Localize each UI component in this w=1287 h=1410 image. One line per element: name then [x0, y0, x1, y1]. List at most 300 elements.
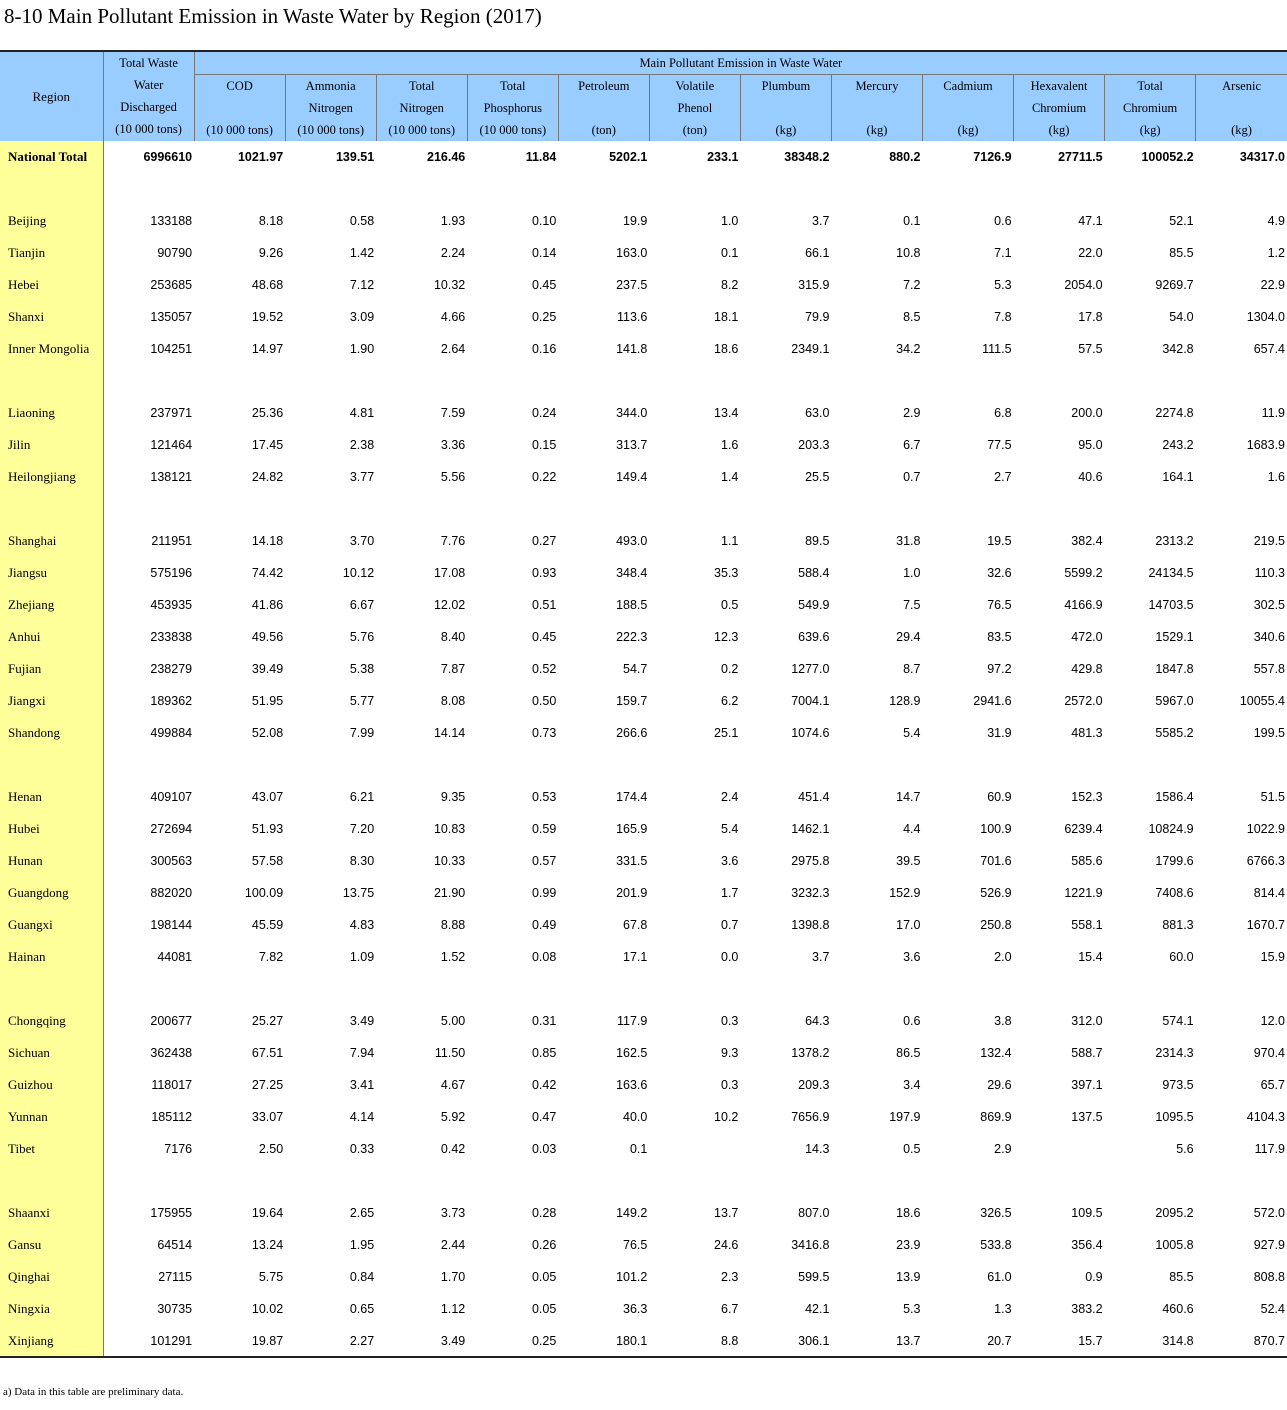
header-column-unit: (kg)	[957, 123, 979, 137]
table-row	[0, 429, 1287, 461]
table-cell: 807.0	[798, 1206, 830, 1220]
table-cell: 588.7	[1071, 1046, 1103, 1060]
spacer-cell	[831, 749, 922, 781]
table-cell: 7408.6	[1155, 886, 1194, 900]
spacer-cell	[1196, 493, 1287, 525]
table-cell: 60.9	[987, 790, 1012, 804]
region-name: Gansu	[0, 1229, 103, 1261]
table-cell: 152.9	[889, 886, 921, 900]
table-cell: 7.99	[349, 726, 375, 740]
table-cell: 5.4	[721, 822, 739, 836]
table-row	[0, 397, 1287, 429]
table-cell: 451.4	[798, 790, 830, 804]
table-cell: 3.49	[349, 1014, 375, 1028]
header-column-unit: (ton)	[682, 123, 708, 137]
table-cell: 7126.9	[973, 150, 1012, 164]
spacer-cell	[740, 493, 831, 525]
table-cell: 27115	[158, 1270, 193, 1284]
spacer-row	[0, 973, 1287, 1005]
table-cell: 13.7	[831, 1325, 922, 1357]
table-row	[0, 1101, 1287, 1133]
spacer-cell	[1196, 973, 1287, 1005]
table-cell: 5.56	[440, 470, 466, 484]
spacer-cell	[922, 973, 1013, 1005]
header-column-l1: Total	[500, 79, 526, 93]
table-cell: 18.6	[714, 342, 739, 356]
table-row	[0, 301, 1287, 333]
table-cell: 657.4	[1253, 342, 1285, 356]
header-column-l1: Total	[1137, 79, 1163, 93]
table-cell: 209.3	[798, 1078, 830, 1092]
table-cell: 65.7	[1260, 1078, 1285, 1092]
table-cell: 237.5	[616, 278, 648, 292]
table-cell: 1304.0	[1246, 310, 1285, 324]
table-row	[0, 1325, 1287, 1357]
header-column	[558, 75, 649, 142]
table-cell: 0.51	[531, 598, 557, 612]
table-cell: 2.38	[349, 438, 375, 452]
table-cell: 253685	[150, 278, 193, 292]
spacer-cell	[1105, 749, 1196, 781]
table-cell: 10.32	[433, 278, 466, 292]
table-cell: 0.14	[531, 246, 557, 260]
table-cell: 4.4	[903, 822, 921, 836]
table-cell: 1.6	[1267, 470, 1285, 484]
header-column-l1: Ammonia	[305, 79, 356, 93]
table-cell: 808.8	[1253, 1270, 1285, 1284]
header-column	[285, 75, 376, 142]
table-cell: 1.6	[721, 438, 739, 452]
table-cell: 6.7	[721, 1302, 739, 1316]
table-cell: 10.2	[714, 1110, 739, 1124]
table-cell: 0.42	[440, 1142, 466, 1156]
table-cell: 312.0	[1071, 1014, 1103, 1028]
spacer-cell	[740, 173, 831, 205]
spacer-cell	[285, 493, 376, 525]
table-cell: 41.86	[251, 598, 284, 612]
table-cell: 1.52	[440, 950, 466, 964]
region-name: Guizhou	[0, 1069, 103, 1101]
table-cell: 8.08	[440, 694, 466, 708]
table-cell: 1.2	[1267, 246, 1285, 260]
table-cell: 19.9	[623, 214, 648, 228]
table-cell: 43.07	[251, 790, 284, 804]
spacer-cell	[922, 749, 1013, 781]
table-cell: 39.49	[251, 662, 284, 676]
table-cell: 973.5	[1162, 1078, 1194, 1092]
table-cell: 6.67	[349, 598, 375, 612]
header-region: Region	[0, 51, 103, 141]
spacer-cell	[649, 749, 740, 781]
header-column-l2: Phosphorus	[483, 101, 542, 115]
table-cell: 1.70	[440, 1270, 466, 1284]
table-cell: 3.6	[903, 950, 921, 964]
table-cell: 222.3	[616, 630, 648, 644]
table-cell: 1021.97	[237, 150, 284, 164]
table-cell: 4166.9	[1064, 598, 1103, 612]
table-cell: 3.7	[812, 214, 830, 228]
table-cell: 1.3	[994, 1302, 1012, 1316]
table-row	[0, 909, 1287, 941]
table-cell: 34317.0	[1239, 150, 1285, 164]
table-cell: 6.7	[903, 438, 921, 452]
spacer-cell	[1196, 365, 1287, 397]
table-cell: 60.0	[1169, 950, 1194, 964]
table-cell: 0.45	[531, 630, 557, 644]
table-cell: 0.84	[349, 1270, 375, 1284]
table-cell: 22.9	[1260, 278, 1285, 292]
table-cell: 10.12	[342, 566, 375, 580]
table-cell: 0.25	[531, 310, 557, 324]
table-cell: 0.1	[629, 1142, 648, 1156]
table-cell: 2.50	[258, 1142, 284, 1156]
table-cell: 86.5	[896, 1046, 921, 1060]
table-cell: 100052.2	[1141, 150, 1194, 164]
table-cell: 481.3	[1071, 726, 1103, 740]
table-row	[0, 269, 1287, 301]
header-column-l2: Phenol	[677, 101, 713, 115]
table-cell: 306.1	[740, 1325, 831, 1357]
table-cell: 0.33	[349, 1142, 375, 1156]
table-cell: 38348.2	[784, 150, 830, 164]
header-total-waste-water-line: Water	[133, 78, 164, 92]
table-cell: 33.07	[251, 1110, 284, 1124]
table-cell: 0.31	[531, 1014, 557, 1028]
table-cell: 0.5	[903, 1142, 921, 1156]
spacer-cell	[376, 749, 467, 781]
table-cell: 18.1	[714, 310, 739, 324]
region-name: Jiangsu	[0, 557, 103, 589]
spacer-cell	[1014, 365, 1105, 397]
table-cell: 2314.3	[1155, 1046, 1194, 1060]
table-cell: 14703.5	[1148, 598, 1194, 612]
table-cell: 64.3	[805, 1014, 830, 1028]
table-cell: 64514	[157, 1238, 193, 1252]
table-cell: 0.65	[349, 1302, 375, 1316]
table-cell: 4.67	[440, 1078, 466, 1092]
table-cell: 11.9	[1261, 406, 1285, 420]
table-cell: 24134.5	[1148, 566, 1194, 580]
spacer-cell	[558, 749, 649, 781]
table-cell: 397.1	[1071, 1078, 1103, 1092]
table-cell: 162.5	[616, 1046, 648, 1060]
table-cell: 3.7	[812, 950, 830, 964]
table-cell: 15.4	[1078, 950, 1103, 964]
table-cell: 101291	[103, 1325, 194, 1357]
spacer-cell	[194, 1165, 285, 1197]
spacer-cell	[922, 173, 1013, 205]
table-cell: 5.92	[440, 1110, 466, 1124]
table-cell: 3.09	[349, 310, 375, 324]
table-cell: 47.1	[1078, 214, 1103, 228]
table-cell: 5.6	[1176, 1142, 1194, 1156]
table-cell: 67.8	[623, 918, 648, 932]
spacer-cell	[285, 1165, 376, 1197]
table-cell: 200677	[150, 1014, 193, 1028]
header-column-unit: (kg)	[1139, 123, 1161, 137]
table-cell: 7.20	[349, 822, 375, 836]
table-cell: 79.9	[805, 310, 830, 324]
spacer-cell	[103, 365, 194, 397]
table-cell: 48.68	[251, 278, 284, 292]
table-cell: 1.12	[440, 1302, 466, 1316]
table-row	[0, 1133, 1287, 1165]
table-cell: 159.7	[616, 694, 648, 708]
table-cell: 77.5	[987, 438, 1012, 452]
header-column-l1: Mercury	[855, 79, 899, 93]
table-cell: 52.1	[1169, 214, 1194, 228]
table-row	[0, 525, 1287, 557]
table-cell: 3.41	[349, 1078, 375, 1092]
spacer-cell	[1105, 173, 1196, 205]
table-cell: 362438	[150, 1046, 193, 1060]
table-cell: 1.7	[721, 886, 739, 900]
table-cell: 10.33	[433, 854, 466, 868]
table-cell: 13.4	[714, 406, 739, 420]
table-cell: 575196	[150, 566, 193, 580]
table-cell: 133188	[150, 214, 193, 228]
header-column-l2	[1196, 97, 1287, 119]
table-cell: 0.99	[531, 886, 557, 900]
table-cell: 1.93	[440, 214, 466, 228]
table-cell: 7.87	[440, 662, 466, 676]
table-cell: 2.27	[285, 1325, 376, 1357]
table-cell: 25.27	[251, 1014, 284, 1028]
header-column	[1196, 75, 1287, 142]
region-name: Shandong	[0, 717, 103, 749]
table-cell: 180.1	[558, 1325, 649, 1357]
table-cell: 1529.1	[1155, 630, 1194, 644]
table-cell: 74.42	[251, 566, 284, 580]
table-cell: 870.7	[1196, 1325, 1287, 1357]
table-cell: 272694	[150, 822, 193, 836]
table-cell: 27.25	[251, 1078, 284, 1092]
table-cell: 197.9	[889, 1110, 921, 1124]
table-cell: 2.3	[721, 1270, 739, 1284]
table-cell: 54.7	[623, 662, 648, 676]
table-cell: 25.36	[251, 406, 284, 420]
table-cell: 57.5	[1078, 342, 1103, 356]
table-row	[0, 1005, 1287, 1037]
table-cell: 1.09	[349, 950, 375, 964]
table-row	[0, 589, 1287, 621]
table-cell: 927.9	[1253, 1238, 1285, 1252]
table-cell: 0.6	[903, 1014, 921, 1028]
spacer-cell	[831, 973, 922, 1005]
table-cell: 201.9	[616, 886, 648, 900]
table-cell: 66.1	[805, 246, 830, 260]
header-column-unit: (kg)	[1231, 123, 1252, 137]
region-name: Heilongjiang	[0, 461, 103, 493]
table-cell: 3.8	[994, 1014, 1012, 1028]
table-cell: 526.9	[980, 886, 1012, 900]
region-name: Yunnan	[0, 1101, 103, 1133]
table-cell: 266.6	[616, 726, 648, 740]
table-row	[0, 621, 1287, 653]
table-cell: 110.3	[1254, 566, 1285, 580]
region-name: Jiangxi	[0, 685, 103, 717]
spacer-cell	[740, 1165, 831, 1197]
table-cell: 701.6	[980, 854, 1012, 868]
spacer-cell	[103, 173, 194, 205]
header-column-l2: Chromium	[1123, 101, 1178, 115]
table-cell: 10.02	[251, 1302, 284, 1316]
table-cell: 5967.0	[1155, 694, 1194, 708]
table-cell: 163.6	[616, 1078, 648, 1092]
table-cell: 7.12	[349, 278, 375, 292]
table-cell: 0.16	[531, 342, 557, 356]
table-cell: 8.7	[903, 662, 921, 676]
footnote: a) Data in this table are preliminary data.	[3, 1386, 184, 1398]
table-cell: 132.4	[980, 1046, 1012, 1060]
table-cell: 200.0	[1071, 406, 1103, 420]
spacer-cell	[649, 365, 740, 397]
region-name: Beijing	[0, 205, 103, 237]
table-cell: 36.3	[623, 1302, 648, 1316]
region-name: Qinghai	[0, 1261, 103, 1293]
table-cell: 0.5	[721, 598, 739, 612]
spacer-row	[0, 1165, 1287, 1197]
table-cell: 572.0	[1253, 1206, 1285, 1220]
table-cell: 1095.5	[1155, 1110, 1194, 1124]
spacer-cell	[376, 365, 467, 397]
table-cell: 233838	[150, 630, 193, 644]
spacer-cell	[285, 749, 376, 781]
table-cell: 5.3	[994, 278, 1012, 292]
table-cell: 30735	[157, 1302, 193, 1316]
table-cell: 0.42	[531, 1078, 557, 1092]
spacer-cell	[376, 973, 467, 1005]
table-cell: 0.05	[531, 1270, 557, 1284]
table-cell: 300563	[150, 854, 193, 868]
table-cell: 3.77	[349, 470, 375, 484]
table-cell: 1398.8	[791, 918, 830, 932]
header-column-l2	[832, 97, 922, 119]
table-cell: 9.3	[721, 1046, 739, 1060]
table-cell: 1.95	[349, 1238, 375, 1252]
spacer-cell	[0, 365, 103, 397]
table-cell: 5599.2	[1064, 566, 1103, 580]
table-cell: 2.44	[440, 1238, 466, 1252]
spacer-cell	[1196, 173, 1287, 205]
table-cell: 0.22	[531, 470, 557, 484]
table-cell: 7.76	[440, 534, 466, 548]
table-cell: 5.77	[349, 694, 375, 708]
table-cell: 76.5	[623, 1238, 648, 1252]
header-column-l1: Hexavalent	[1030, 79, 1088, 93]
table-cell: 7.1	[994, 246, 1012, 260]
table-cell: 7004.1	[791, 694, 830, 708]
spacer-cell	[467, 493, 558, 525]
header-main-pollutant-group: Main Pollutant Emission in Waste Water	[194, 51, 1287, 75]
table-row	[0, 1197, 1287, 1229]
table-cell: 67.51	[251, 1046, 284, 1060]
spacer-cell	[1105, 1165, 1196, 1197]
table-cell: 0.52	[531, 662, 557, 676]
table-row	[0, 845, 1287, 877]
table-cell: 25.5	[805, 470, 830, 484]
table-cell: 111.5	[982, 342, 1012, 356]
table-cell: 549.9	[798, 598, 830, 612]
table-cell: 237971	[150, 406, 193, 420]
table-cell: 0.47	[531, 1110, 557, 1124]
header-column-unit: (10 000 tons)	[388, 123, 456, 137]
table-cell: 219.5	[1253, 534, 1285, 548]
table-cell: 2.0	[994, 950, 1012, 964]
table-cell: 17.8	[1078, 310, 1103, 324]
table-cell: 12.02	[433, 598, 466, 612]
table-row	[0, 1261, 1287, 1293]
spacer-cell	[831, 365, 922, 397]
header-column	[922, 75, 1013, 142]
table-cell: 344.0	[616, 406, 648, 420]
table-cell: 1.90	[349, 342, 375, 356]
table-cell: 0.73	[531, 726, 557, 740]
table-cell: 31.8	[896, 534, 921, 548]
table-cell: 20.7	[922, 1325, 1013, 1357]
table-row	[0, 1069, 1287, 1101]
region-name: Zhejiang	[0, 589, 103, 621]
table-cell: 814.4	[1253, 886, 1285, 900]
table-cell: 342.8	[1162, 342, 1194, 356]
table-cell: 117.9	[616, 1014, 648, 1028]
table-cell: 117.9	[1254, 1142, 1285, 1156]
header-column-l1: Cadmium	[943, 79, 993, 93]
table-cell: 6766.3	[1246, 854, 1285, 868]
table-cell: 0.58	[349, 214, 375, 228]
table-cell: 0.1	[721, 246, 739, 260]
table-cell: 52.4	[1260, 1302, 1285, 1316]
spacer-row	[0, 365, 1287, 397]
table-cell: 174.4	[616, 790, 648, 804]
table-cell: 0.08	[531, 950, 557, 964]
table-cell: 493.0	[616, 534, 648, 548]
table-cell: 32.6	[987, 566, 1012, 580]
table-cell: 23.9	[896, 1238, 921, 1252]
table-cell: 54.0	[1169, 310, 1194, 324]
table-cell: 2349.1	[791, 342, 830, 356]
table-cell: 109.5	[1071, 1206, 1103, 1220]
table-cell: 216.46	[427, 150, 466, 164]
table-cell: 19.5	[987, 534, 1012, 548]
table-cell: 3.4	[903, 1078, 921, 1092]
table-cell: 1378.2	[791, 1046, 830, 1060]
table-cell: 0.50	[531, 694, 557, 708]
table-cell: 2054.0	[1064, 278, 1103, 292]
region-name: Guangxi	[0, 909, 103, 941]
spacer-cell	[558, 365, 649, 397]
table-cell: 499884	[150, 726, 193, 740]
spacer-cell	[285, 365, 376, 397]
region-name: Chongqing	[0, 1005, 103, 1037]
table-cell: 17.0	[896, 918, 921, 932]
table-row	[0, 461, 1287, 493]
table-cell: 0.28	[531, 1206, 557, 1220]
table-cell: 1074.6	[791, 726, 830, 740]
table-cell: 1022.9	[1246, 822, 1285, 836]
table-cell: 17.08	[433, 566, 466, 580]
table-cell: 0.1	[903, 214, 921, 228]
table-cell: 121464	[150, 438, 193, 452]
table-row	[0, 941, 1287, 973]
spacer-cell	[649, 173, 740, 205]
table-cell: 0.24	[531, 406, 557, 420]
table-cell: 61.0	[987, 1270, 1012, 1284]
table-cell: 14.97	[251, 342, 284, 356]
spacer-cell	[0, 1165, 103, 1197]
spacer-cell	[103, 1165, 194, 1197]
table-cell: 11.50	[434, 1046, 466, 1060]
